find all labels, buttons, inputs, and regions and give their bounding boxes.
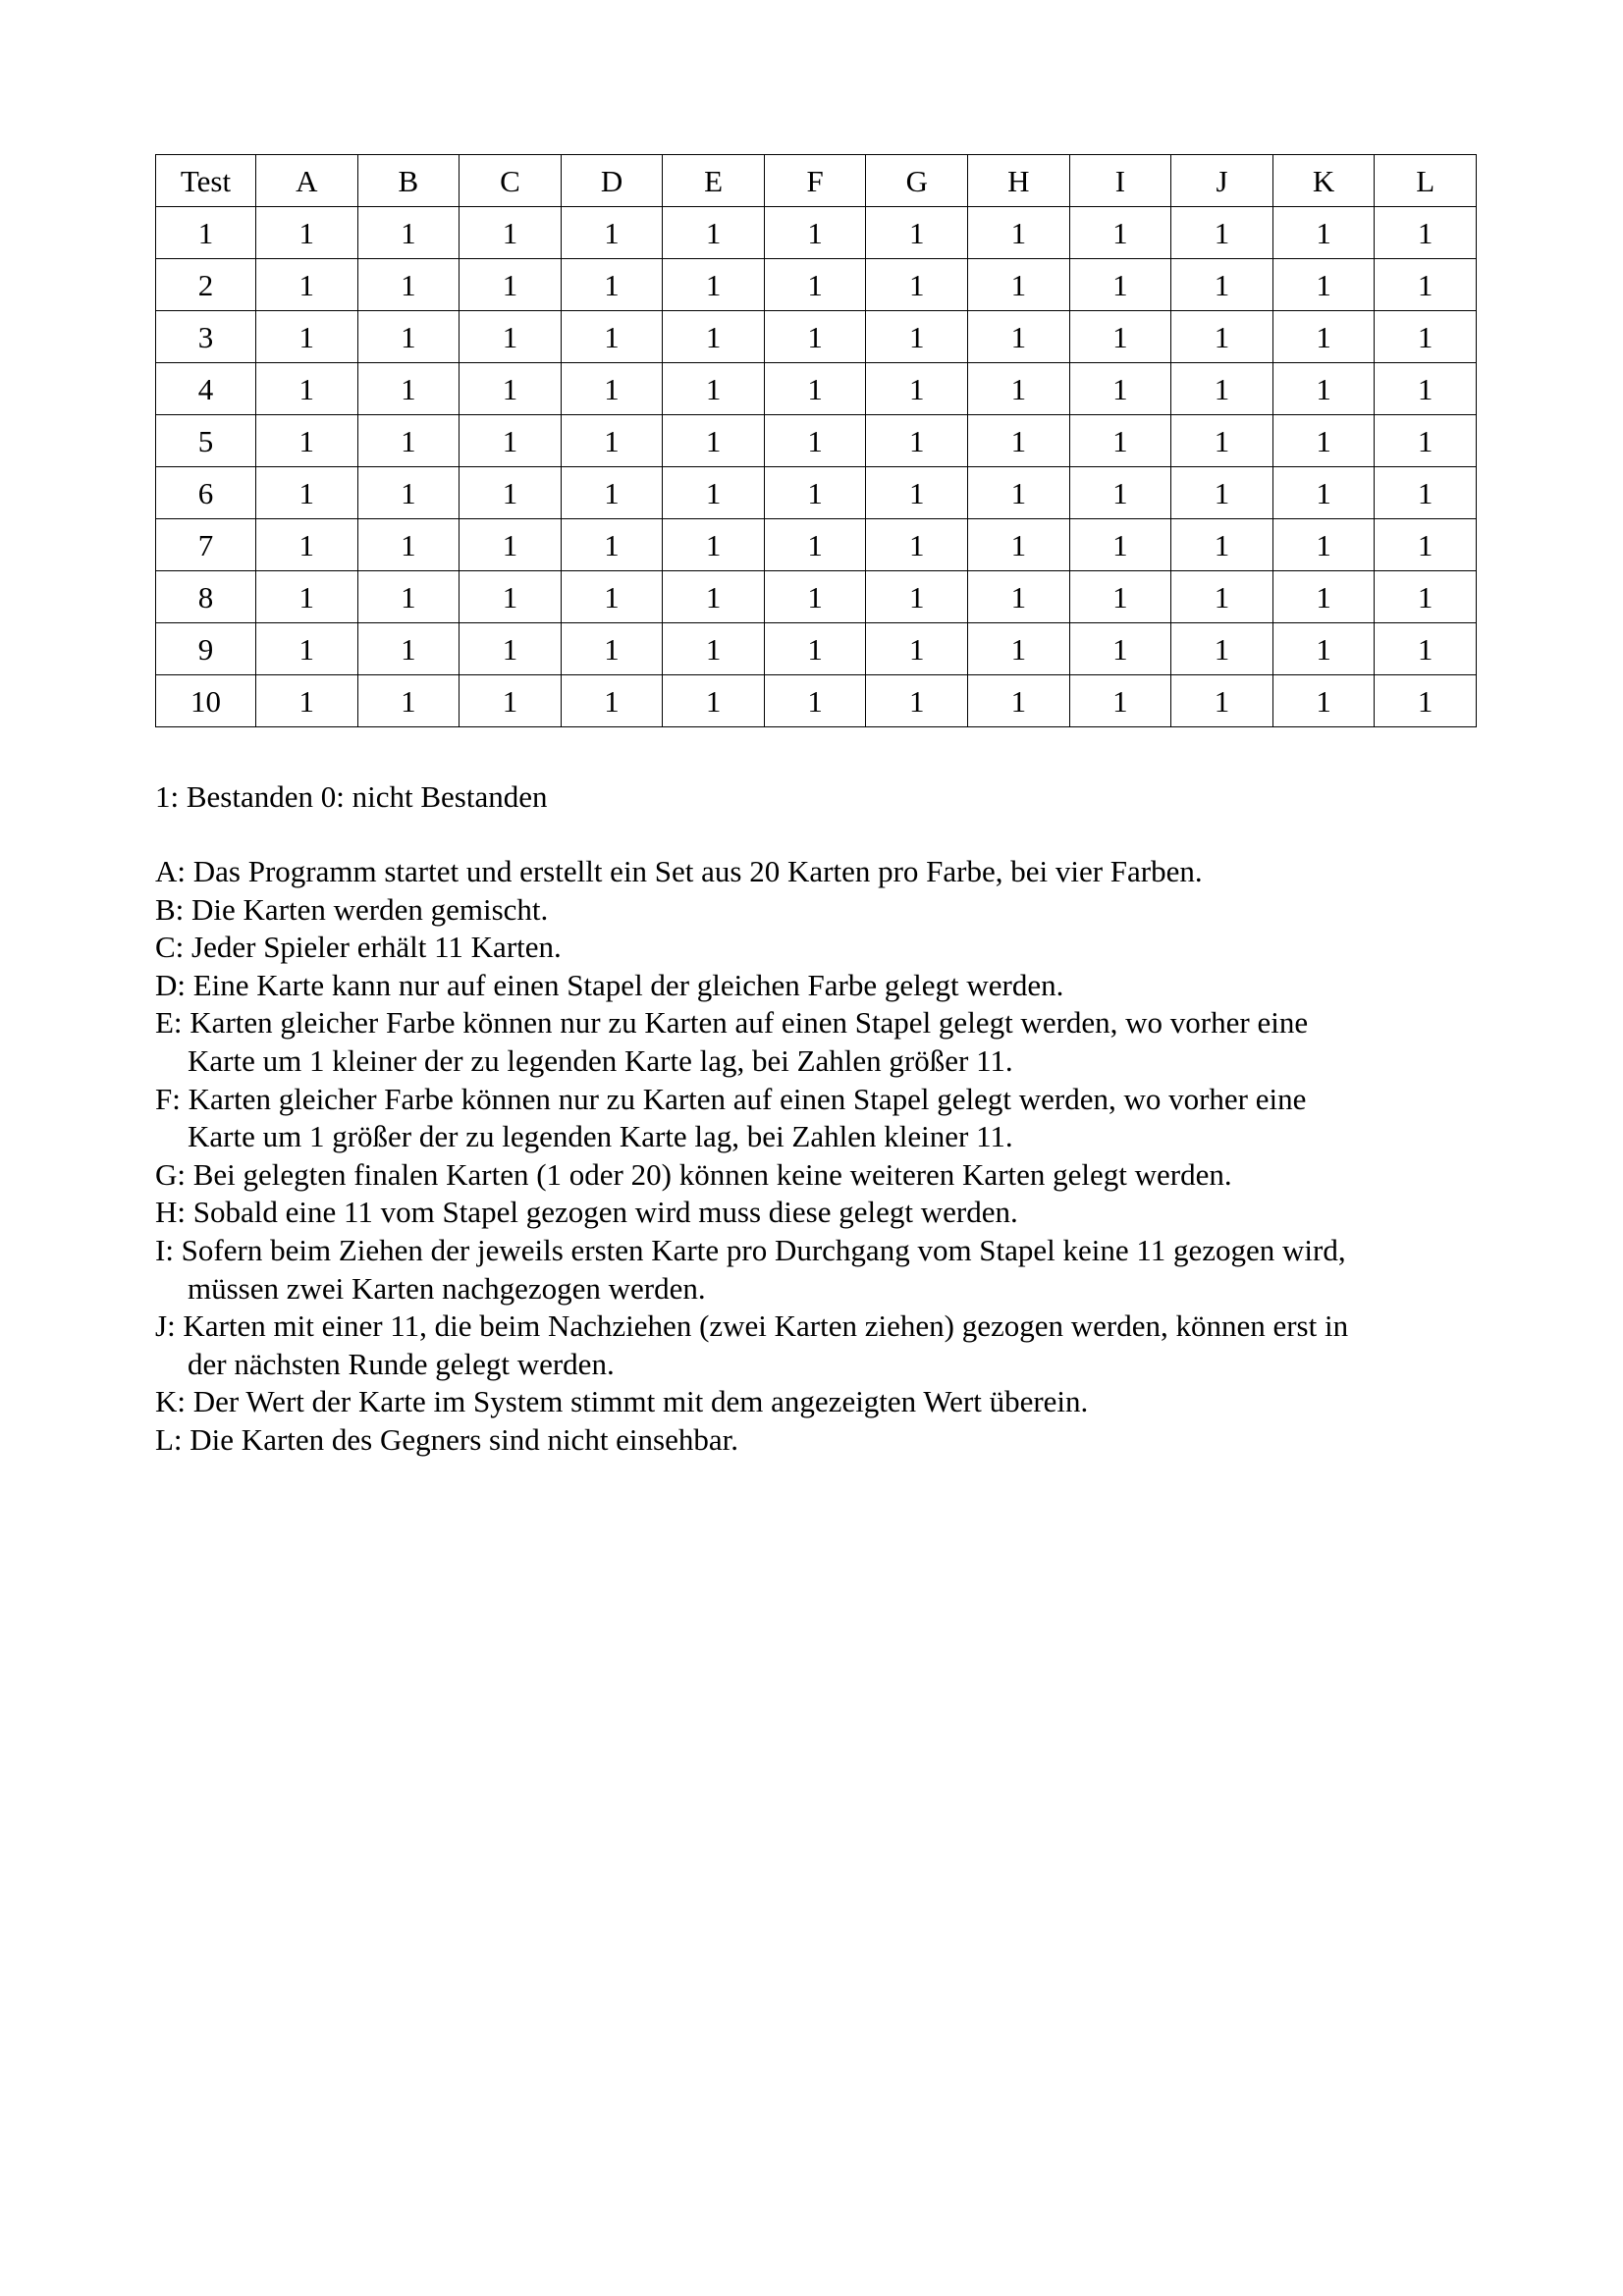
result-cell: 1	[764, 207, 866, 259]
result-cell: 1	[256, 623, 358, 675]
criterion-text-continuation: Karte um 1 größer der zu legenden Karte lag, bei Zahlen kleiner 11.	[188, 1119, 1013, 1154]
result-cell: 1	[663, 207, 765, 259]
criterion-text: B: Die Karten werden gemischt.	[155, 891, 549, 927]
result-cell: 1	[1375, 623, 1477, 675]
criterion-text-continuation: Karte um 1 kleiner der zu legenden Karte lag, bei Zahlen größer 11.	[188, 1042, 1013, 1078]
criterion-text: J: Karten mit einer 11, die beim Nachziehen (zwei Karten ziehen) gezogen werden, können erst in	[155, 1308, 1349, 1344]
result-cell: 1	[1069, 571, 1171, 623]
result-cell: 1	[764, 675, 866, 727]
table-row	[156, 207, 1477, 259]
result-cell: 1	[561, 675, 663, 727]
table-row	[156, 363, 1477, 415]
header-cell: B	[357, 155, 460, 207]
test-number-cell: 5	[156, 415, 256, 467]
test-number-cell: 1	[156, 207, 256, 259]
result-cell: 1	[1171, 623, 1273, 675]
result-cell: 1	[663, 259, 765, 311]
result-cell: 1	[1272, 519, 1375, 571]
table-row	[156, 259, 1477, 311]
result-cell: 1	[866, 311, 968, 363]
result-cell: 1	[357, 623, 460, 675]
result-cell: 1	[968, 519, 1070, 571]
result-cell: 1	[357, 207, 460, 259]
header-cell: J	[1171, 155, 1273, 207]
table-body	[156, 207, 1477, 727]
result-cell: 1	[357, 675, 460, 727]
table-row	[156, 519, 1477, 571]
result-cell: 1	[357, 259, 460, 311]
result-cell: 1	[1375, 207, 1477, 259]
criterion-text: H: Sobald eine 11 vom Stapel gezogen wird muss diese gelegt werden.	[155, 1195, 1018, 1230]
criterion-item	[155, 1232, 1510, 1308]
criterion-item	[155, 967, 1510, 1005]
result-cell: 1	[968, 675, 1070, 727]
result-cell: 1	[561, 519, 663, 571]
criterion-item	[155, 1156, 1510, 1195]
criterion-text: L: Die Karten des Gegners sind nicht einsehbar.	[155, 1421, 738, 1457]
result-cell: 1	[866, 571, 968, 623]
criterion-item	[155, 1081, 1510, 1156]
result-cell: 1	[256, 675, 358, 727]
result-cell: 1	[764, 415, 866, 467]
result-cell: 1	[764, 311, 866, 363]
table-row	[156, 571, 1477, 623]
result-cell: 1	[1375, 259, 1477, 311]
result-cell: 1	[460, 623, 562, 675]
table-row	[156, 415, 1477, 467]
criterion-text: I: Sofern beim Ziehen der jeweils ersten Karte pro Durchgang vom Stapel keine 11 gezogen wird,	[155, 1232, 1346, 1267]
criterion-text-continuation: der nächsten Runde gelegt werden.	[188, 1346, 615, 1381]
result-cell: 1	[561, 259, 663, 311]
result-cell: 1	[968, 259, 1070, 311]
result-cell: 1	[1069, 415, 1171, 467]
result-cell: 1	[1375, 311, 1477, 363]
result-cell: 1	[460, 571, 562, 623]
result-legend: 1: Bestanden 0: nicht Bestanden	[155, 779, 548, 814]
criterion-text-continuation: müssen zwei Karten nachgezogen werden.	[188, 1270, 706, 1306]
header-cell: I	[1069, 155, 1171, 207]
result-cell: 1	[1069, 363, 1171, 415]
result-cell: 1	[968, 207, 1070, 259]
result-cell: 1	[256, 259, 358, 311]
result-cell: 1	[1171, 519, 1273, 571]
result-cell: 1	[460, 467, 562, 519]
result-cell: 1	[968, 363, 1070, 415]
result-cell: 1	[561, 415, 663, 467]
result-cell: 1	[357, 519, 460, 571]
test-number-cell: 2	[156, 259, 256, 311]
result-cell: 1	[866, 623, 968, 675]
result-cell: 1	[1375, 519, 1477, 571]
criterion-text: G: Bei gelegten finalen Karten (1 oder 20) können keine weiteren Karten gelegt werden.	[155, 1156, 1232, 1192]
table-row	[156, 311, 1477, 363]
result-cell: 1	[1375, 363, 1477, 415]
result-cell: 1	[561, 623, 663, 675]
result-cell: 1	[1171, 467, 1273, 519]
criterion-item	[155, 1194, 1510, 1232]
result-cell: 1	[1272, 207, 1375, 259]
result-cell: 1	[460, 207, 562, 259]
criterion-item	[155, 1421, 1510, 1460]
result-cell: 1	[256, 571, 358, 623]
result-cell: 1	[561, 207, 663, 259]
test-number-cell: 8	[156, 571, 256, 623]
test-number-cell: 6	[156, 467, 256, 519]
result-cell: 1	[764, 259, 866, 311]
result-cell: 1	[357, 311, 460, 363]
result-cell: 1	[663, 519, 765, 571]
result-cell: 1	[1272, 415, 1375, 467]
test-number-cell: 7	[156, 519, 256, 571]
criterion-item	[155, 1383, 1510, 1421]
result-cell: 1	[968, 571, 1070, 623]
result-cell: 1	[460, 259, 562, 311]
test-number-cell: 4	[156, 363, 256, 415]
result-cell: 1	[256, 415, 358, 467]
result-cell: 1	[561, 571, 663, 623]
table-row	[156, 467, 1477, 519]
header-cell: H	[968, 155, 1070, 207]
result-cell: 1	[1272, 623, 1375, 675]
header-row	[156, 155, 1477, 207]
result-cell: 1	[1171, 207, 1273, 259]
result-cell: 1	[1171, 363, 1273, 415]
result-cell: 1	[1171, 415, 1273, 467]
test-results-table	[155, 154, 1477, 727]
result-cell: 1	[256, 207, 358, 259]
result-cell: 1	[1069, 675, 1171, 727]
result-cell: 1	[460, 363, 562, 415]
result-cell: 1	[663, 571, 765, 623]
criterion-text: D: Eine Karte kann nur auf einen Stapel der gleichen Farbe gelegt werden.	[155, 967, 1064, 1002]
result-cell: 1	[1375, 415, 1477, 467]
header-cell: Test	[156, 155, 256, 207]
test-number-cell: 3	[156, 311, 256, 363]
result-cell: 1	[460, 415, 562, 467]
result-cell: 1	[256, 467, 358, 519]
test-criteria-list	[155, 853, 1510, 1460]
result-cell: 1	[866, 675, 968, 727]
result-cell: 1	[561, 467, 663, 519]
result-cell: 1	[1171, 675, 1273, 727]
result-cell: 1	[561, 311, 663, 363]
result-cell: 1	[968, 415, 1070, 467]
result-cell: 1	[1272, 675, 1375, 727]
header-cell: C	[460, 155, 562, 207]
table-row	[156, 675, 1477, 727]
result-cell: 1	[256, 519, 358, 571]
header-cell: K	[1272, 155, 1375, 207]
result-cell: 1	[866, 467, 968, 519]
result-cell: 1	[663, 363, 765, 415]
test-number-cell: 10	[156, 675, 256, 727]
result-cell: 1	[460, 519, 562, 571]
result-cell: 1	[357, 363, 460, 415]
criterion-text: K: Der Wert der Karte im System stimmt mit dem angezeigten Wert überein.	[155, 1384, 1089, 1419]
result-cell: 1	[663, 467, 765, 519]
test-number-cell: 9	[156, 623, 256, 675]
result-cell: 1	[561, 363, 663, 415]
result-cell: 1	[663, 311, 765, 363]
result-cell: 1	[764, 519, 866, 571]
result-cell: 1	[1272, 571, 1375, 623]
result-cell: 1	[256, 311, 358, 363]
criterion-item	[155, 929, 1510, 967]
result-cell: 1	[663, 675, 765, 727]
result-cell: 1	[866, 363, 968, 415]
result-cell: 1	[1272, 311, 1375, 363]
table-header	[156, 155, 1477, 207]
criterion-text: C: Jeder Spieler erhält 11 Karten.	[155, 930, 562, 965]
result-cell: 1	[357, 467, 460, 519]
header-cell: D	[561, 155, 663, 207]
result-cell: 1	[1069, 311, 1171, 363]
result-cell: 1	[764, 363, 866, 415]
header-cell: A	[256, 155, 358, 207]
result-cell: 1	[866, 519, 968, 571]
result-cell: 1	[764, 467, 866, 519]
header-cell: E	[663, 155, 765, 207]
result-cell: 1	[1272, 259, 1375, 311]
result-cell: 1	[357, 571, 460, 623]
criterion-item	[155, 1004, 1510, 1080]
result-cell: 1	[866, 207, 968, 259]
result-cell: 1	[968, 623, 1070, 675]
result-cell: 1	[1375, 571, 1477, 623]
header-cell: F	[764, 155, 866, 207]
result-cell: 1	[1272, 363, 1375, 415]
header-cell: G	[866, 155, 968, 207]
result-cell: 1	[663, 415, 765, 467]
result-cell: 1	[764, 571, 866, 623]
result-cell: 1	[1069, 259, 1171, 311]
criterion-item	[155, 853, 1510, 891]
criterion-text: F: Karten gleicher Farbe können nur zu Karten auf einen Stapel gelegt werden, wo vorher eine	[155, 1081, 1307, 1116]
result-cell: 1	[1171, 259, 1273, 311]
result-cell: 1	[460, 675, 562, 727]
header-cell: L	[1375, 155, 1477, 207]
result-cell: 1	[1069, 467, 1171, 519]
result-cell: 1	[357, 415, 460, 467]
criterion-item	[155, 1308, 1510, 1383]
result-cell: 1	[256, 363, 358, 415]
result-cell: 1	[1375, 675, 1477, 727]
result-cell: 1	[663, 623, 765, 675]
result-cell: 1	[1272, 467, 1375, 519]
result-cell: 1	[460, 311, 562, 363]
result-cell: 1	[1171, 311, 1273, 363]
result-cell: 1	[866, 415, 968, 467]
result-cell: 1	[1069, 207, 1171, 259]
result-cell: 1	[1375, 467, 1477, 519]
table-row	[156, 623, 1477, 675]
criterion-item	[155, 891, 1510, 930]
criterion-text: A: Das Programm startet und erstellt ein Set aus 20 Karten pro Farbe, bei vier Farben.	[155, 854, 1203, 888]
result-cell: 1	[764, 623, 866, 675]
result-cell: 1	[1069, 623, 1171, 675]
result-cell: 1	[1069, 519, 1171, 571]
result-cell: 1	[1171, 571, 1273, 623]
result-cell: 1	[968, 467, 1070, 519]
criterion-text: E: Karten gleicher Farbe können nur zu Karten auf einen Stapel gelegt werden, wo vorher eine	[155, 1005, 1309, 1041]
result-cell: 1	[968, 311, 1070, 363]
result-cell: 1	[866, 259, 968, 311]
